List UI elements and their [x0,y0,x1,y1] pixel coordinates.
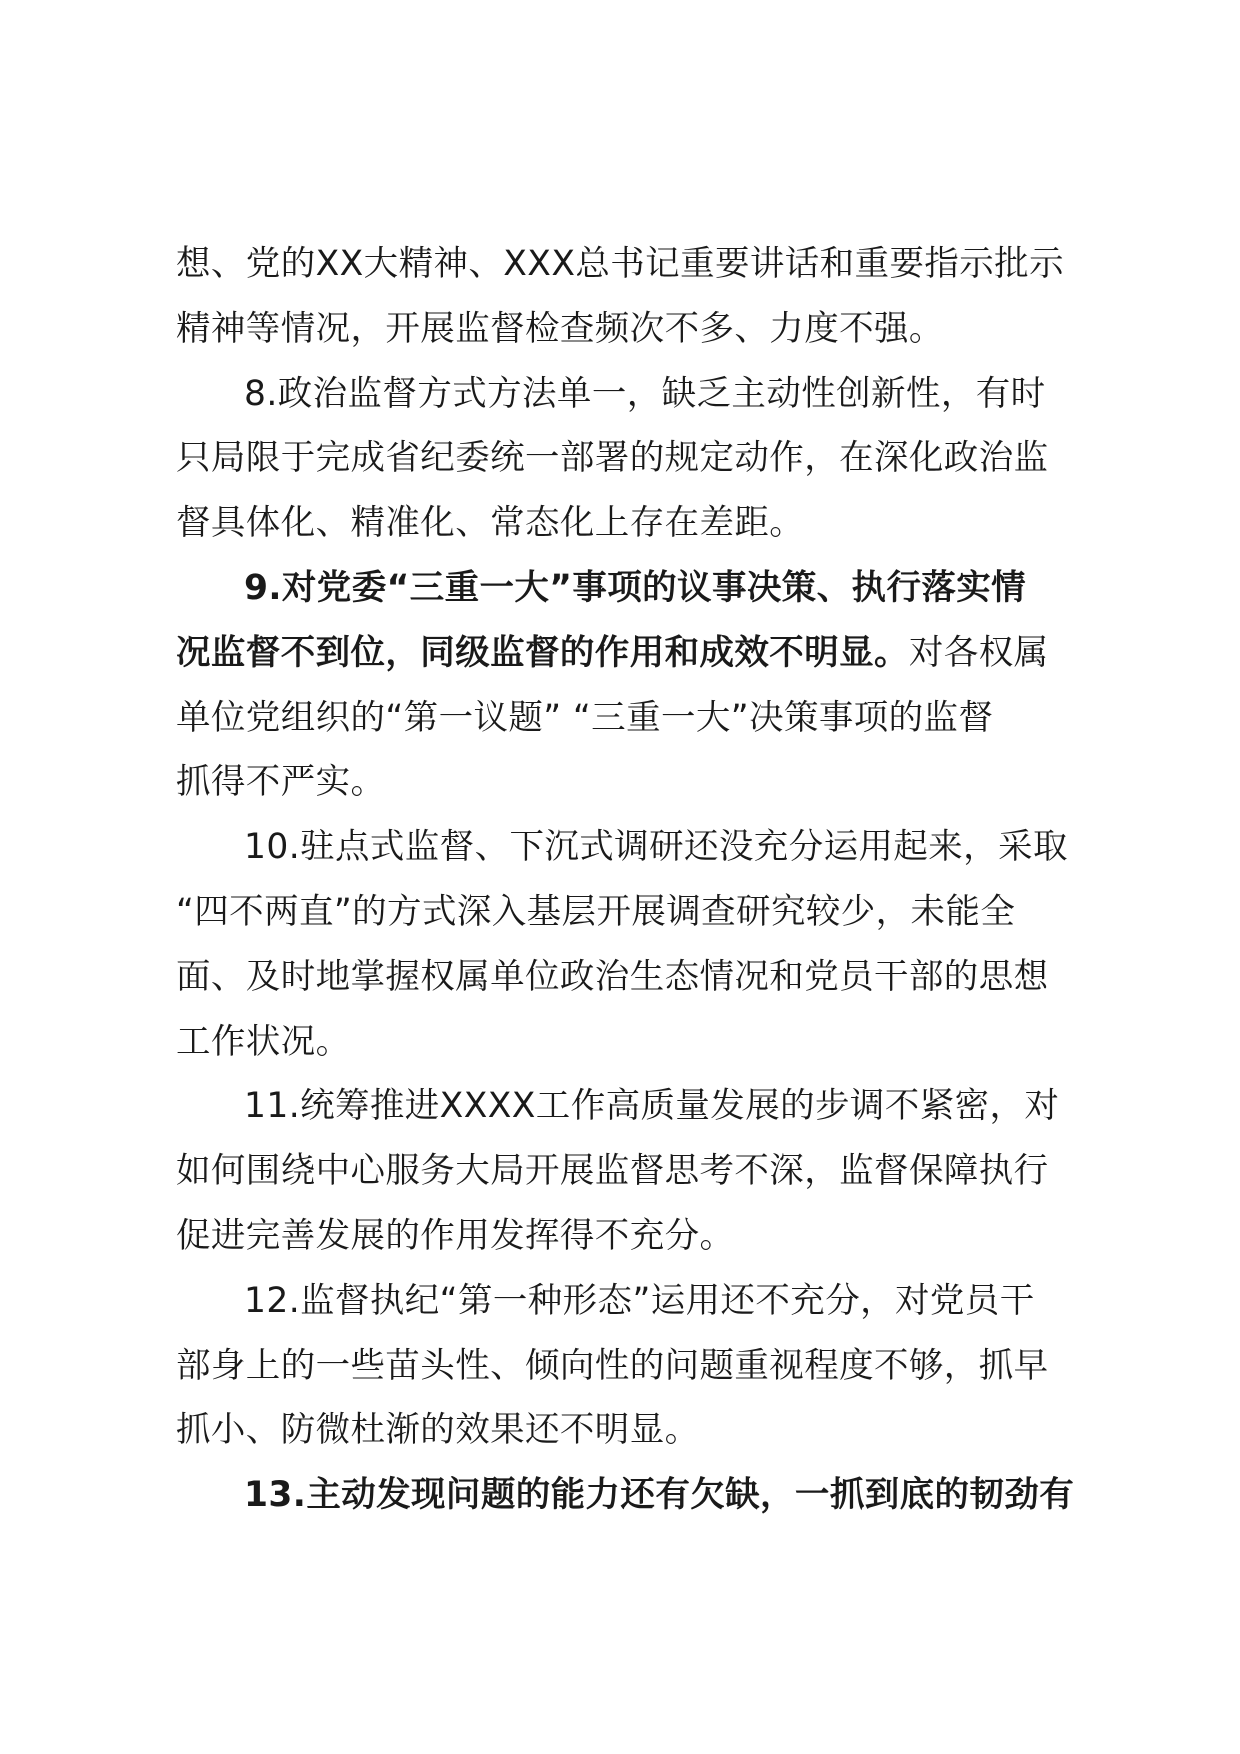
text-line: 如何围绕中心服务大局开展监督思考不深，监督保障执行 [176,1151,1049,1192]
text-line: 工作状况。 [176,1021,351,1062]
paragraph-continuation [176,232,1106,362]
text-line: 部身上的一些苗头性、倾向性的问题重视程度不够，抓早 [176,1345,1049,1386]
text-line: 抓小、防微杜渐的效果还不明显。 [176,1410,700,1451]
paragraph-item-13 [176,1463,1106,1528]
text-line: 12.监督执纪“第一种形态”运用还不充分，对党员干 [244,1280,1035,1321]
text-line: 单位党组织的“第一议题” “三重一大”决策事项的监督 [176,697,994,738]
text-line: 想、党的XX大精神、XXX总书记重要讲话和重要指示批示 [176,244,1064,284]
text-line: 只局限于完成省纪委统一部署的规定动作，在深化政治监 [176,438,1049,479]
paragraph-item-12 [176,1269,1106,1463]
text-line: 10.驻点式监督、下沉式调研还没充分运用起来，采取 [244,827,1068,868]
bold-heading-sentence: 况监督不到位，同级监督的作用和成效不明显。 [176,632,909,673]
paragraph-item-8 [176,362,1106,556]
normal-text-span: 对各权属 [908,632,1049,673]
text-line: 督具体化、精准化、常态化上存在差距。 [176,503,805,544]
text-line: 精神等情况，开展监督检查频次不多、力度不强。 [176,308,944,349]
paragraph-item-10 [176,815,1106,1074]
text-line: 11.统筹推进XXXX工作高质量发展的步调不紧密，对 [244,1086,1060,1127]
document-body [176,232,1106,1528]
text-line: 面、及时地掌握权属单位政治生态情况和党员干部的思想 [176,956,1049,997]
text-line: 8.政治监督方式方法单一，缺乏主动性创新性，有时 [244,373,1046,414]
mixed-text-line [176,621,1106,686]
text-line: “四不两直”的方式深入基层开展调查研究较少，未能全 [176,891,1016,932]
bold-text-line: 13.主动发现问题的能力还有欠缺，一抓到底的韧劲有 [244,1475,1075,1516]
bold-text-line: 9.对党委“三重一大”事项的议事决策、执行落实情 [244,567,1027,608]
text-line: 促进完善发展的作用发挥得不充分。 [176,1215,735,1256]
paragraph-item-11 [176,1074,1106,1268]
text-line: 抓得不严实。 [176,762,386,803]
paragraph-item-9 [176,556,1106,815]
